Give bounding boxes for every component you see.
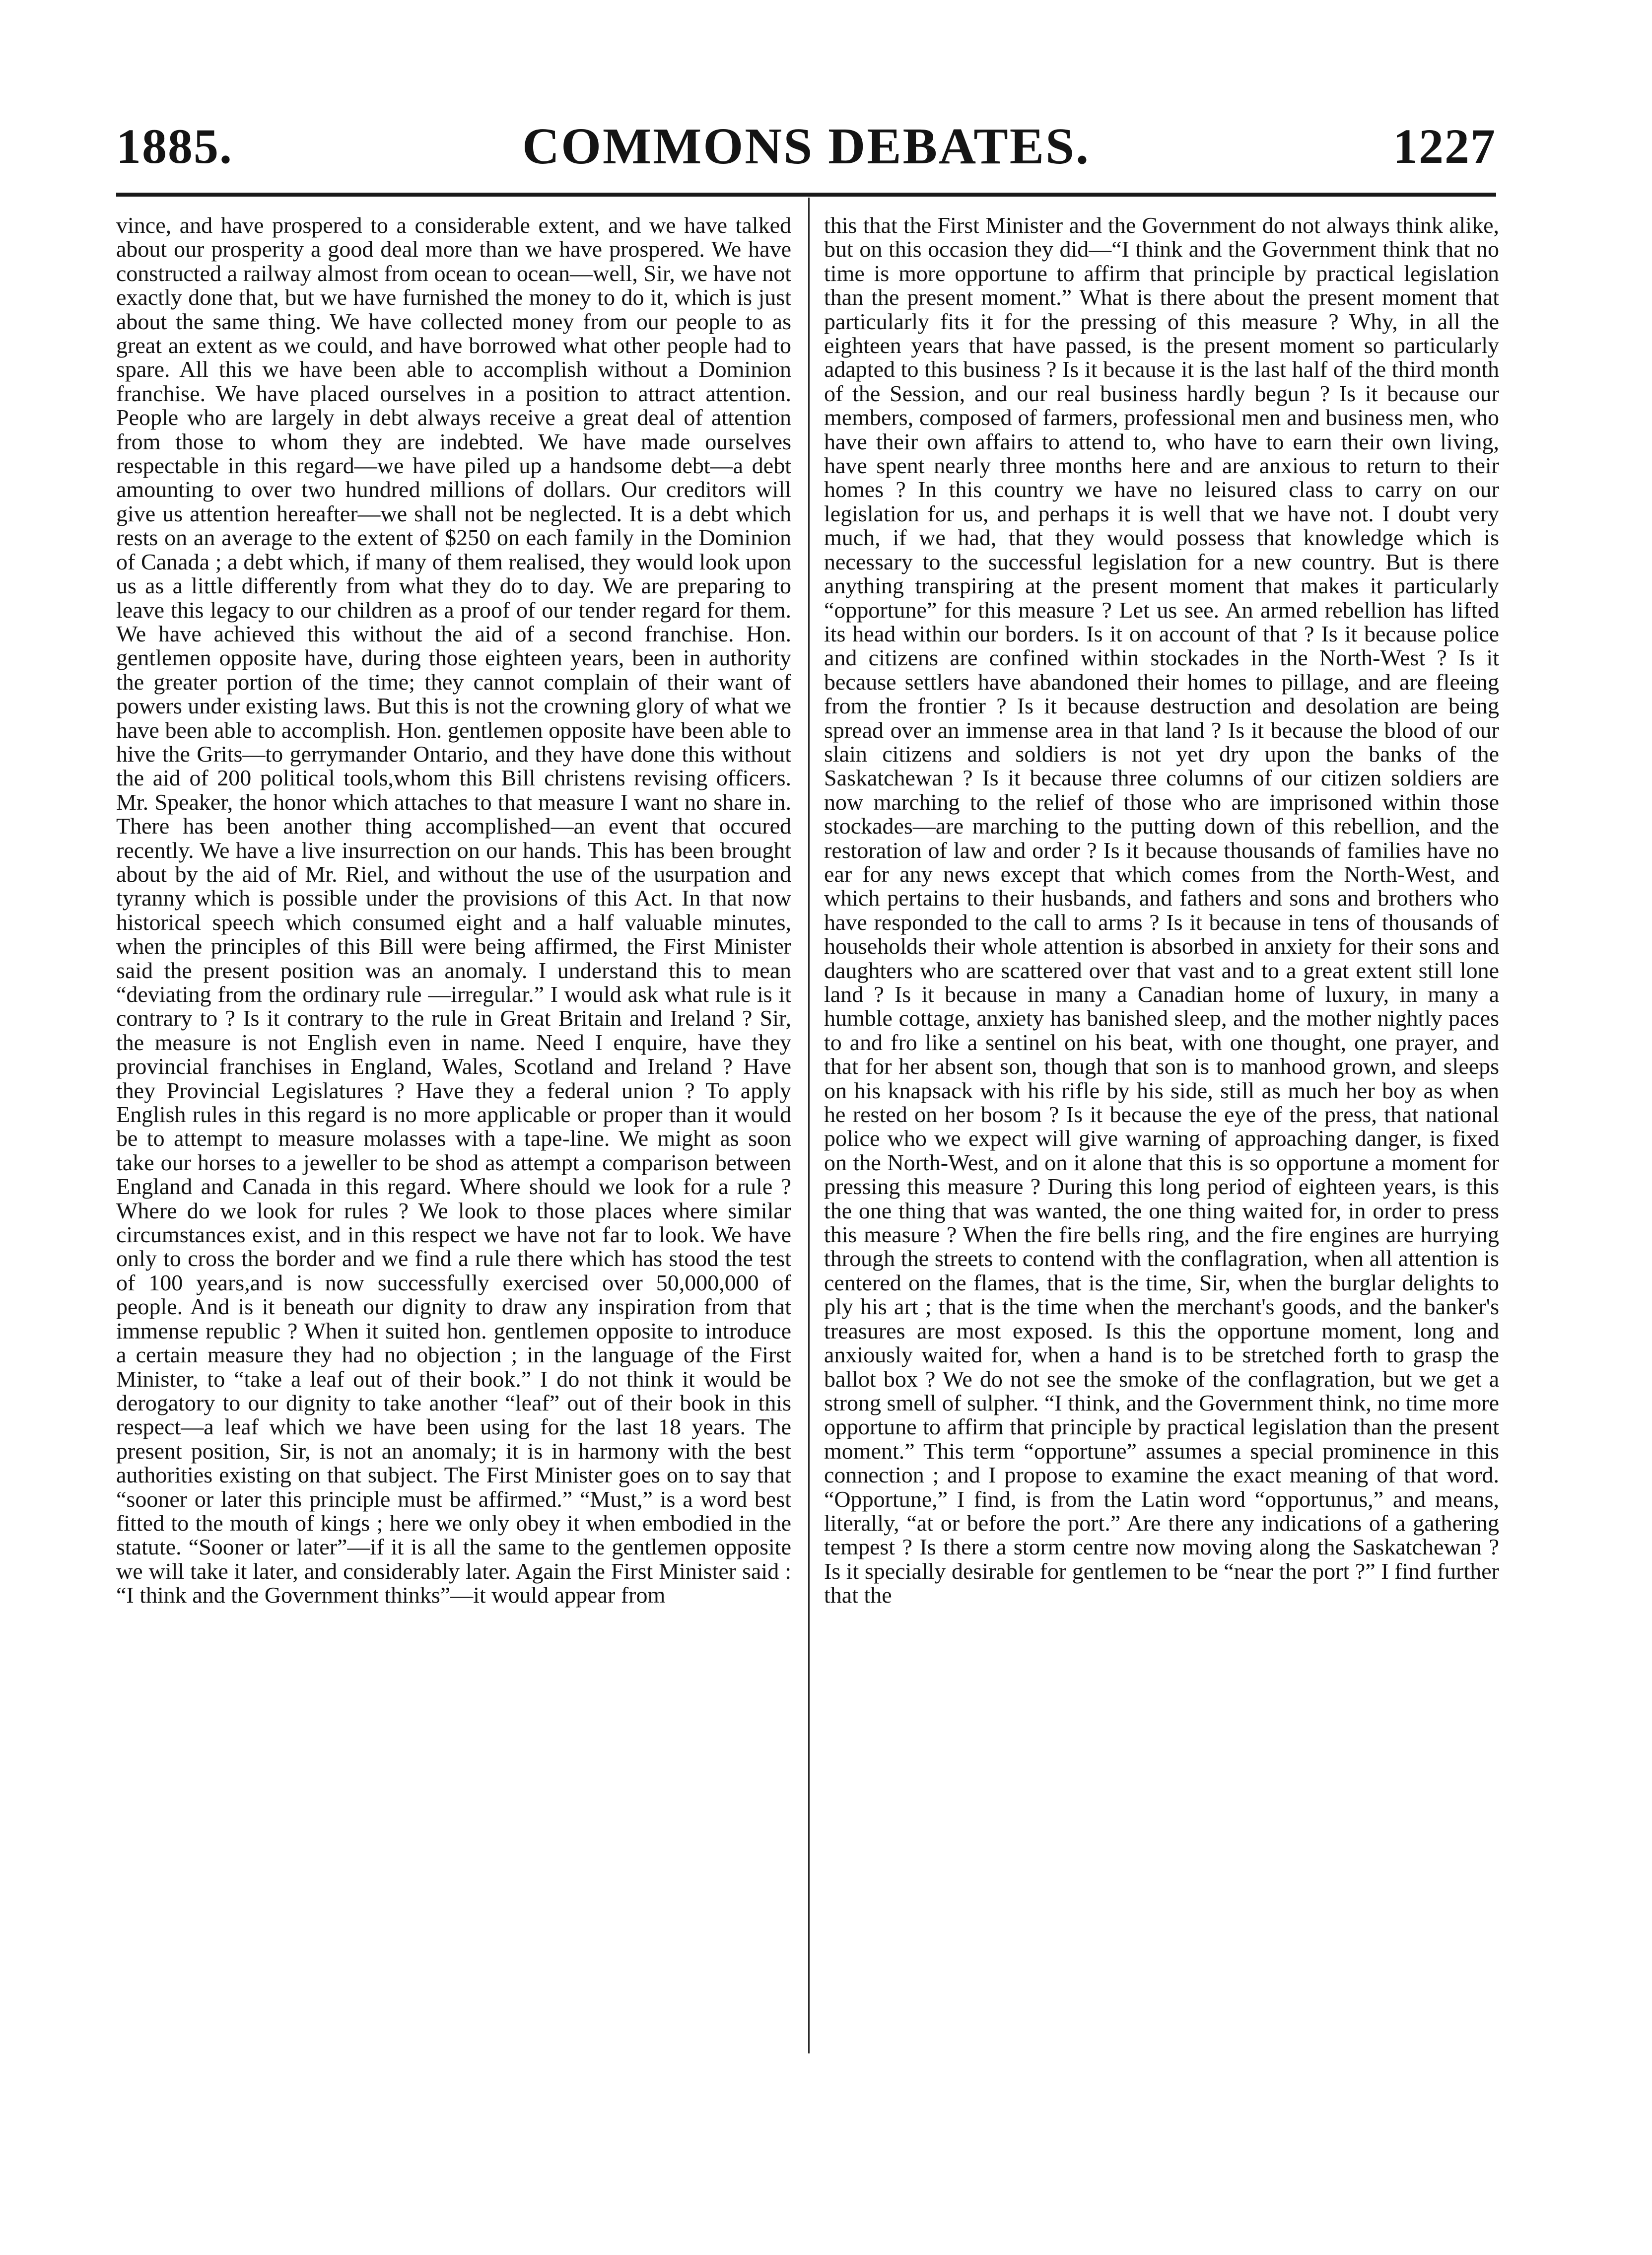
header-page-number: 1227 (1393, 119, 1496, 174)
header-title: COMMONS DEBATES. (522, 118, 1090, 175)
header-year: 1885. (116, 119, 233, 174)
page-header (116, 112, 1496, 181)
column-divider (808, 198, 810, 2053)
header-rule (116, 193, 1496, 197)
left-column (116, 213, 791, 2055)
right-column-text: this that the First Minister and the Government do not always think alike, but on this occasion they did—“I think and the Government think that no time is more opportune to affirm that principle by practical legislation than the present moment.” What is there about the present moment that particularly fits it for the pressing of this measure ? Why, in all the eighteen years that have passed, is the present moment so particularly adapted to this business ? Is it because it is the last half of the third month of the Session, and our real business hardly begun ? Is it because our members, composed of farmers, professional men and business men, who have their own affairs to attend to, who have to earn their own living, have spent nearly three months here and are anxious to return to their homes ? In this country we have no leisured class to carry on our legislation for us, and perhaps it is well that we have not. I doubt very much, if we had, that they would possess that knowledge which is necessary to the successful legislation for a new country. But is there anything transpiring at the present moment that makes it particularly “opportune” for this measure ? Let us see. An armed rebellion has lifted its head within our borders. Is it on account of that ? Is it because police and citizens are confined within stockades in the North-West ? Is it because settlers have abandoned their homes to pillage, and are fleeing from the frontier ? Is it because destruction and desolation are being spread over an immense area in that land ? Is it because the blood of our slain citizens and soldiers is not yet dry upon the banks of the Saskatchewan ? Is it because three columns of our citizen soldiers are now marching to the relief of those who are imprisoned within those stockades—are marching to the putting down of this rebellion, and the restoration of law and order ? Is it because thousands of families have no ear for any news except that which comes from the North-West, and which pertains to their husbands, and fathers and sons and brothers who have responded to the call to arms ? Is it because in tens of thousands of households their whole attention is absorbed in anxiety for their sons and daughters who are scattered over that vast and to a great extent still lone land ? Is it because in many a Canadian home of luxury, in many a humble cottage, anxiety has banished sleep, and the mother nightly paces to and fro like a sentinel on his beat, with one thought, one prayer, and that for her absent son, though that son is to manhood grown, and sleeps on his knapsack with his rifle by his side, still as much her boy as when he rested on her bosom ? Is it because the eye of the press, that national police who we expect will give warning of approaching danger, is fixed on the North-West, and on it alone that this is so opportune a moment for pressing this measure ? During this long period of eighteen years, is this the one thing that was wanted, the one thing waited for, in order to press this measure ? When the fire bells ring, and the fire engines are hurrying through the streets to contend with the conflagration, when all attention is centered on the flames, that is the time, Sir, when the burglar delights to ply his art ; that is the time when the merchant's goods, and the banker's treasures are most exposed. Is this the opportune moment, long and anxiously waited for, when a hand is to be stretched forth to grasp the ballot box ? We do not see the smoke of the conflagration, but we get a strong smell of sulpher. “I think, and the Government think, no time more opportune to affirm that principle by practical legislation than the present moment.” This term “opportune” assumes a special prominence in this connection ; and I propose to examine the exact meaning of that word. “Opportune,” I find, is from the Latin word “opportunus,” and means, literally, “at or before the port.” Are there any indications of a gathering tempest ? Is there a storm centre now moving along the Saskatchewan ? Is it specially desirable for gentlemen to be “near the port ?” I find further that the (824, 213, 1499, 1608)
right-column (824, 213, 1499, 2055)
left-column-text: vince, and have prospered to a considerable extent, and we have talked about our prosperity a good deal more than we have prospered. We have constructed a railway almost from ocean to ocean—well, Sir, we have not exactly done that, but we have furnished the money to do it, which is just about the same thing. We have collected money from our people to as great an extent as we could, and have borrowed what other people had to spare. All this we have been able to accomplish without a Dominion franchise. We have placed ourselves in a position to attract attention. People who are largely in debt always receive a great deal of attention from those to whom they are indebted. We have made ourselves respectable in this regard—we have piled up a handsome debt—a debt amounting to over two hundred millions of dollars. Our creditors will give us attention hereafter—we shall not be neglected. It is a debt which rests on an average to the extent of $250 on each family in the Dominion of Canada ; a debt which, if many of them realised, they would look upon us as a little differently from what they do to day. We are preparing to leave this legacy to our children as a proof of our tender regard for them. We have achieved this without the aid of a second franchise. Hon. gentlemen opposite have, during those eighteen years, been in authority the greater portion of the time; they cannot complain of their want of powers under existing laws. But this is not the crowning glory of what we have been able to accomplish. Hon. gentlemen opposite have been able to hive the Grits—to gerrymander Ontario, and they have done this without the aid of 200 political tools,whom this Bill christens revising officers. Mr. Speaker, the honor which attaches to that measure I want no share in. There has been another thing accomplished—an event that occured recently. We have a live insurrection on our hands. This has been brought about by the aid of Mr. Riel, and without the use of the usurpation and tyranny which is possible under the provisions of this Act. In that now historical speech which consumed eight and a half valuable minutes, when the principles of this Bill were being affirmed, the First Minister said the present position was an anomaly. I understand this to mean “deviating from the ordinary rule —irregular.” I would ask what rule is it contrary to ? Is it contrary to the rule in Great Britain and Ireland ? Sir, the measure is not English even in name. Need I enquire, have they provincial franchises in England, Wales, Scotland and Ireland ? Have they Provincial Legislatures ? Have they a federal union ? To apply English rules in this regard is no more applicable or proper than it would be to attempt to measure molasses with a tape-line. We might as soon take our horses to a jeweller to be shod as attempt a comparison between England and Canada in this regard. Where should we look for a rule ? Where do we look for rules ? We look to those places where similar circumstances exist, and in this respect we have not far to look. We have only to cross the border and we find a rule there which has stood the test of 100 years,and is now successfully exercised over 50,000,000 of people. And is it beneath our dignity to draw any inspiration from that immense republic ? When it suited hon. gentlemen opposite to introduce a certain measure they had no objection ; in the language of the First Minister, to “take a leaf out of their book.” I do not think it would be derogatory to our dignity to take another “leaf” out of their book in this respect—a leaf which we have been using for the last 18 years. The present position, Sir, is not an anomaly; it is in harmony with the best authorities existing on that subject. The First Minister goes on to say that “sooner or later this principle must be affirmed.” “Must,” is a word best fitted to the mouth of kings ; here we only obey it when embodied in the statute. “Sooner or later”—if it is all the same to the gentlemen opposite we will take it later, and considerably later. Again the First Minister said : “I think and the Government thinks”—it would appear from (116, 213, 791, 1608)
